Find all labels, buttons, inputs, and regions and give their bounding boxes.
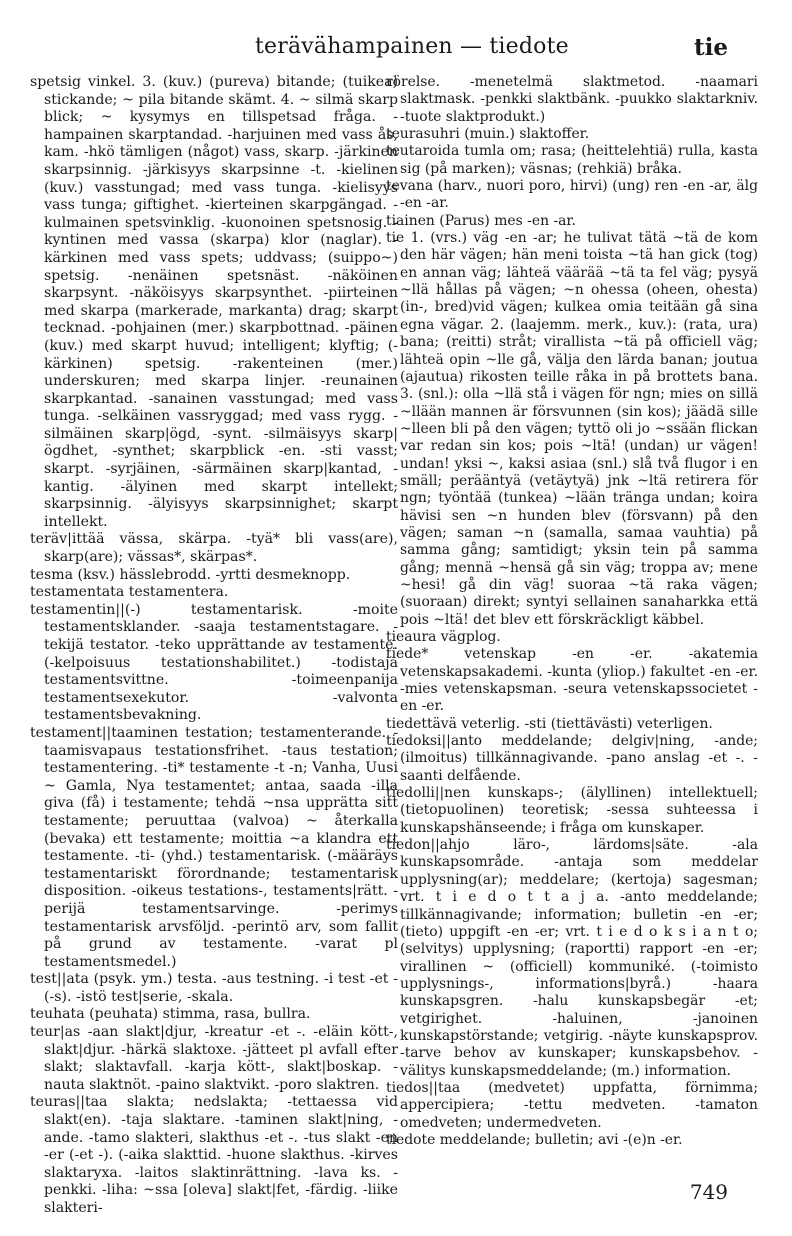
dictionary-entry: tesma (ksv.) hässlebrodd. -yrtti desmeknopp.: [30, 566, 351, 583]
dictionary-entry: tiainen (Parus) mes -en -ar.: [386, 212, 576, 229]
page-header: [0, 30, 792, 70]
dictionary-entry: teuras||taa slakta; nedslakta; -tettaessa vid slakt(en). -taja slaktare. -taminen slakt|ning, -ande. -tamo slakteri, slakthus -et -. -tus slakt -en -er (-et -). (-aika slakttid. -huone slakthus. -kirves slaktaryxa. -laitos slaktinrättning. -lava ks. -penkki. -liha: ~ssa [oleva] slakt|fet, -färdig. -liike slakteri-: [30, 1094, 398, 1216]
dictionary-entry: spetsig vinkel. 3. (kuv.) (pureva) bitande; (tuikea) stickande; ~ pila bitande skämt. 4. ~ silmä skarp blick; ~ kysymys en tillspetsad fråga. -hampainen skarptandad. -harjuinen med vass ås, kam. -hkö tämligen (något) vass, skarp. -järkinen skarpsinnig. -järkisyys skarpsinne -t. -kielinen (kuv.) vasstungad; med vass tunga. -kielisyys vass tunga; giftighet. -kierteinen skarpgängad. -kulmainen spetsvinklig. -kuonoinen spetsnosig. -kyntinen med vassa (skarpa) klor (naglar). -kärkinen med vass spets; uddvass; (suippo~) spetsig. -nenäinen spetsnäst. -näköinen skarpsynt. -näköisyys skarpsynthet. -piirteinen med skarpa (markerade, markanta) drag; skarpt tecknad. -pohjainen (mer.) skarpbottnad. -päinen (kuv.) med skarpt huvud; intelligent; klyftig; (-kärkinen) spetsig. -rakenteinen (mer.) underskuren; med skarpa linjer. -reunainen skarpkantad. -sanainen vasstungad; med vass tunga. -selkäinen vassryggad; med vass rygg. -silmäinen skarp|ögd, -synt. -silmäisyys skarp|ögdhet, -synthet; skarpblick -en. -sti vasst; skarpt. -syrjäinen, -särmäinen skarp|kantad, -kantig. -älyinen med skarpt intellekt; skarpsinnig. -älyisyys skarpsinnighet; skarpt intellekt.: [30, 74, 398, 530]
left-column: [30, 74, 398, 1218]
dictionary-entry: tiedoksi||anto meddelande; delgiv|ning, -ande; (ilmoitus) tillkännagivande. -pano anslag -et -. -saanti delfående.: [386, 733, 758, 784]
dictionary-entry: tie 1. (vrs.) väg -en -ar; he tulivat tätä ~tä de kom den här vägen; hän meni toista ~tä han gick (tog) en annan väg; lähteä väärää ~tä ta fel väg; pysyä ~llä hållas på vägen; ~n ohessa (oheen, ohesta) (in-, bred)vid vägen; kulkea omia teitään gå sina egna vägar. 2. (laajemm. merk., kuv.): (rata, ura) bana; (reitti) stråt; virallista ~tä på officiell väg; lähteä opin ~lle gå, välja den lärda banan; joutua (ajautua) rikosten teille råka in på brottets bana. 3. (snl.): olla ~llä stå i vägen för ngn; mies on sillä ~llään mannen är försvunnen (sin kos); jäädä sille ~lleen bli på den vägen; tyttö oli jo ~ssään flickan var redan sin kos; pois ~ltä! (undan) ur vägen! undan! yksi ~, kaksi asiaa (snl.) slå två flugor i en smäll; perääntyä (vetäytyä) jnk ~ltä retirera för ngn; työntää (tunkea) ~lään tränga undan; koira hävisi sen ~n hunden blev (försvann) på den vägen; saman ~n (samalla, samaa vauhtia) på samma gång; samtidigt; yksin tein på samma gång; mennä ~hensä gå sin väg; troppa av; mene ~hesi! gå din väg! suoraa ~tä raka vägen; (suoraan) direkt; syntyi sellainen sanaharkka että pois ~ltä! det blev ett förskräckligt käbbel.: [386, 230, 758, 628]
dictionary-entry: tevana (harv., nuori poro, hirvi) (ung) ren -en -ar, älg -en -ar.: [386, 178, 758, 212]
dictionary-entry: tiedolli||nen kunskaps-; (älyllinen) intellektuell; (tietopuolinen) teoretisk; -sessa suhteessa i kunskapshänseende; i fråga om kunskaper.: [386, 785, 758, 836]
dictionary-entry: teur|as -aan slakt|djur, -kreatur -et -. -eläin kött-, slakt|djur. -härkä slaktoxe. -jätteet pl avfall efter slakt; slaktavfall. -karja kött-, slakt|boskap. -nauta slaktnöt. -paino slaktvikt. -poro slaktren.: [30, 1024, 398, 1093]
dictionary-entry: test||ata (psyk. ym.) testa. -aus testning. -i test -et - (-s). -istö test|serie, -skala.: [30, 971, 398, 1005]
dictionary-entry: tiedon||ahjo läro-, lärdoms|säte. -ala kunskapsområde. -antaja som meddelar upplysning(ar); meddelare; (kertoja) sagesman; vrt. t i e d o t t a j a. -anto meddelande; tillkännagivande; information; bulletin -en -er; (tieto) uppgift -en -er; vrt. t i e d o k s i a n t o; (selvitys) upplysning; (raportti) rapport -en -er; virallinen ~ (officiell) kommuniké. (-toimisto upplysnings-, informations|byrå.) -haara kunskapsgren. -halu kunskapsbegär -et; vetgirighet. -haluinen, -janoinen kunskapstörstande; vetgirig. -näyte kunskapsprov. -tarve behov av kunskaper; kunskapsbehov. -välitys kunskapsmeddelande; (m.) information.: [386, 837, 758, 1079]
dictionary-entry: teurasuhri (muin.) slaktoffer.: [386, 126, 590, 143]
dictionary-entry: tiedos||taa (medvetet) uppfatta, förnimma; appercipiera; -tettu medveten. -tamaton omedveten; undermedveten.: [386, 1079, 758, 1131]
running-head-title: terävähampainen — tiedote: [255, 34, 569, 59]
dictionary-entry: tieaura vägplog.: [386, 629, 501, 645]
dictionary-entry: teutaroida tumla om; rasa; (heittelehtiä) rulla, kasta sig (på marken); väsnas; (rehkiä) bråka.: [386, 143, 758, 177]
guide-word: tie: [694, 34, 728, 61]
right-column: [386, 74, 758, 1149]
dictionary-entry: testamentin||(-) testamentarisk. -moite testamentsklander. -saaja testamentstagare. -tekijä testator. -teko upprättande av testamente. (-kelpoisuus testationshabilitet.) -todistaja testamentsvittne. -toimeenpanija testamentsexekutor. -valvonta testamentsbevakning.: [30, 601, 398, 724]
dictionary-entry: testament||taaminen testation; testamenterande. -taamisvapaus testationsfrihet. -taus testation; testamentering. -ti* testamente -t -n; Vanha, Uusi ~ Gamla, Nya testamentet; antaa, saada -illa giva (få) i testamente; tehdä ~nsa upprätta sitt testamente; peruuttaa (valvoa) ~ återkalla (bevaka) ett testamente; moittia ~a klandra ett testamente. -ti- (yhd.) testamentarisk. (-määräys testamentariskt förordnande; testamentarisk disposition. -oikeus testations-, testaments|rätt. -perijä testamentsarvinge. -perimys testamentarisk arvsföljd. -perintö arv, som fallit på grund av testamente. -varat pl testamentsmedel.): [30, 724, 398, 970]
dictionary-entry: teräv|ittää vässa, skärpa. -tyä* bli vass(are), skarp(are); vässas*, skärpas*.: [30, 531, 398, 566]
dictionary-entry: rörelse. -menetelmä slaktmetod. -naamari slaktmask. -penkki slaktbänk. -puukko slaktarkniv. -tuote slaktprodukt.): [386, 74, 758, 125]
dictionary-entry: tiedettävä veterlig. -sti (tiettävästi) veterligen.: [386, 715, 713, 732]
dictionary-entry: teuhata (peuhata) stimma, rasa, bullra.: [30, 1006, 311, 1023]
dictionary-entry: tiedote meddelande; bulletin; avi -(e)n -er.: [386, 1131, 683, 1148]
page-number: 749: [689, 1180, 728, 1204]
dictionary-entry: testamentata testamentera.: [30, 584, 229, 601]
dictionary-entry: tiede* vetenskap -en -er. -akatemia vetenskapsakademi. -kunta (yliop.) fakultet -en -er. -mies vetenskapsman. -seura vetenskapssocietet -en -er.: [386, 646, 758, 715]
